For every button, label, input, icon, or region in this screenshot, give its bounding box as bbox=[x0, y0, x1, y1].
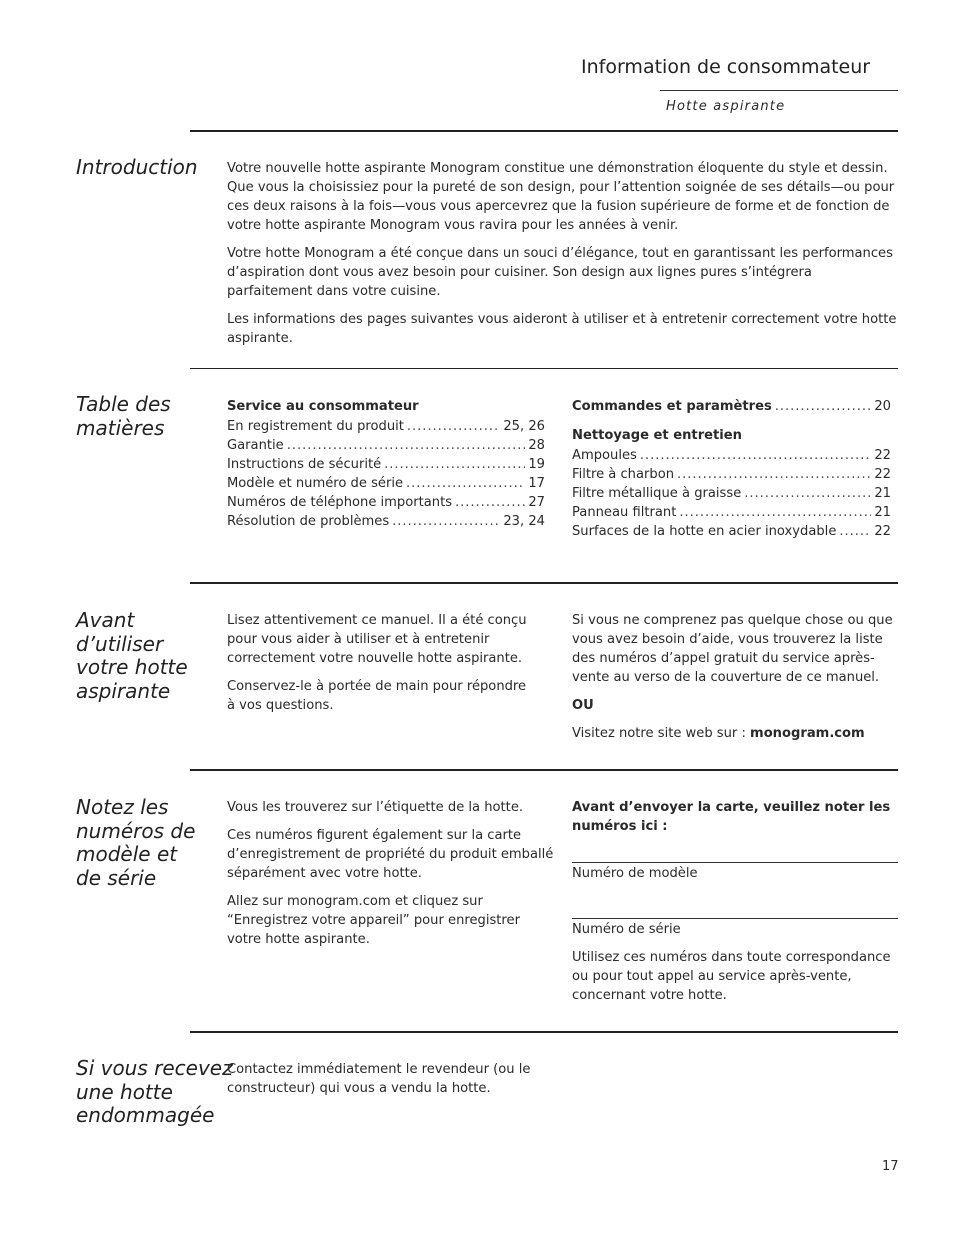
toc-leader-dots bbox=[839, 522, 871, 541]
toc-entry-label: Instructions de sécurité bbox=[227, 457, 382, 472]
toc-leader-dots bbox=[287, 436, 526, 455]
before-use-paragraph: Lisez attentivement ce manuel. Il a été conçu pour vous aider à utiliser et à entretenir correctement votre nouvelle hotte aspirante. bbox=[227, 613, 527, 666]
serial-number-field[interactable] bbox=[572, 918, 898, 919]
toc-entry[interactable] bbox=[227, 455, 545, 474]
toc-entry-page: 17 bbox=[528, 476, 545, 491]
toc-entry-label: Commandes et paramètres bbox=[572, 399, 772, 414]
toc-heading-cleaning: Nettoyage et entretien bbox=[572, 428, 742, 443]
record-numbers-note: Utilisez ces numéros dans toute correspondance ou pour tout appel au service après-vente, concernant votre hotte. bbox=[572, 950, 891, 1003]
toc-heading-service: Service au consommateur bbox=[227, 399, 419, 414]
toc-entry-label: Résolution de problèmes bbox=[227, 514, 390, 529]
section-divider bbox=[190, 368, 898, 369]
or-label: OU bbox=[572, 698, 594, 713]
damaged-body: Contactez immédiatement le revendeur (ou le constructeur) qui vous a vendu la hotte. bbox=[227, 1062, 531, 1096]
website-prefix: Visitez notre site web sur : bbox=[572, 726, 751, 741]
toc-entry[interactable] bbox=[227, 512, 545, 531]
toc-entry[interactable] bbox=[572, 522, 891, 541]
before-use-left bbox=[227, 611, 537, 724]
toc-entry-label: Modèle et numéro de série bbox=[227, 476, 404, 491]
toc-entry-page: 25, 26 bbox=[503, 419, 545, 434]
section-divider bbox=[190, 582, 898, 584]
toc-entry-page: 21 bbox=[874, 486, 891, 501]
toc-entry[interactable] bbox=[572, 397, 891, 416]
page-header-title: Information de consommateur bbox=[581, 56, 871, 78]
toc-leader-dots bbox=[677, 465, 871, 484]
toc-entry-label: Numéros de téléphone importants bbox=[227, 495, 453, 510]
toc-entry-page: 28 bbox=[528, 438, 545, 453]
model-serial-paragraph: Vous les trouverez sur l’étiquette de la hotte. bbox=[227, 800, 524, 815]
section-divider bbox=[190, 130, 898, 132]
toc-entry[interactable] bbox=[227, 417, 545, 436]
before-use-paragraph: Conservez-le à portée de main pour répondre à vos questions. bbox=[227, 679, 527, 713]
website-line bbox=[572, 724, 898, 743]
toc-entry-page: 27 bbox=[528, 495, 545, 510]
toc-leader-dots bbox=[384, 455, 525, 474]
model-serial-paragraph: Ces numéros figurent également sur la carte d’enregistrement de propriété du produit emballé séparément avec votre hotte. bbox=[227, 828, 554, 881]
section-title-toc: Table des matières bbox=[76, 392, 171, 440]
toc-entry-page: 19 bbox=[528, 457, 545, 472]
before-use-right bbox=[572, 611, 898, 752]
toc-leader-dots bbox=[744, 484, 871, 503]
page-number: 17 bbox=[882, 1159, 899, 1174]
introduction-paragraph: Votre nouvelle hotte aspirante Monogram constitue une démonstration éloquente du style et dessin. Que vous la choisissiez pour la pureté de son design, pour l’attention soignée de ses détails—ou pour ces deux raisons à la fois—vous vous apercevrez que la fusion supérieure de forme et de fonction de votre hotte aspirante Monogram vous ravira pour les années à venir. bbox=[227, 161, 895, 233]
serial-number-label: Numéro de série bbox=[572, 922, 681, 937]
introduction-body bbox=[227, 159, 899, 357]
toc-entry[interactable] bbox=[572, 465, 891, 484]
toc-entry-label: Surfaces de la hotte en acier inoxydable bbox=[572, 524, 837, 539]
toc-entry-page: 21 bbox=[874, 505, 891, 520]
toc-entry-label: Ampoules bbox=[572, 448, 637, 463]
introduction-paragraph: Les informations des pages suivantes vous aideront à utiliser et à entretenir correctement votre hotte aspirante. bbox=[227, 312, 897, 346]
introduction-paragraph: Votre hotte Monogram a été conçue dans un souci d’élégance, tout en garantissant les performances d’aspiration dont vous avez besoin pour cuisiner. Son design aux lignes pures s’intégrera parfaitement dans votre cuisine. bbox=[227, 246, 893, 299]
toc-entry-page: 22 bbox=[874, 524, 891, 539]
toc-entry[interactable] bbox=[572, 503, 891, 522]
toc-entry-label: En registrement du produit bbox=[227, 419, 404, 434]
toc-leader-dots bbox=[640, 446, 871, 465]
model-number-field[interactable] bbox=[572, 862, 898, 863]
section-title-introduction: Introduction bbox=[76, 155, 198, 179]
toc-right-column bbox=[572, 397, 891, 541]
help-paragraph: Si vous ne comprenez pas quelque chose ou que vous avez besoin d’aide, vous trouverez la liste des numéros d’appel gratuit du service après-vente au verso de la couverture de ce manuel. bbox=[572, 613, 893, 685]
record-numbers-heading: Avant d’envoyer la carte, veuillez noter les numéros ici : bbox=[572, 800, 891, 834]
toc-leader-dots bbox=[407, 417, 500, 436]
section-divider bbox=[190, 769, 898, 771]
toc-entry[interactable] bbox=[227, 493, 545, 512]
toc-entry[interactable] bbox=[227, 474, 545, 493]
toc-entry-label: Filtre à charbon bbox=[572, 467, 675, 482]
toc-leader-dots bbox=[406, 474, 525, 493]
section-title-model-serial: Notez les numéros de modèle et de série bbox=[76, 795, 196, 890]
toc-leader-dots bbox=[775, 397, 872, 416]
toc-entry[interactable] bbox=[227, 436, 545, 455]
toc-entry-page: 22 bbox=[874, 467, 891, 482]
model-serial-left bbox=[227, 798, 557, 958]
header-divider bbox=[660, 90, 898, 91]
section-divider bbox=[190, 1031, 898, 1033]
toc-leader-dots bbox=[679, 503, 871, 522]
model-number-label: Numéro de modèle bbox=[572, 866, 698, 881]
toc-left-column bbox=[227, 397, 545, 531]
toc-entry[interactable] bbox=[572, 484, 891, 503]
toc-entry-page: 23, 24 bbox=[503, 514, 545, 529]
section-title-damaged: Si vous recevez une hotte endommagée bbox=[76, 1056, 233, 1127]
toc-entry-label: Garantie bbox=[227, 438, 284, 453]
toc-leader-dots bbox=[392, 512, 500, 531]
website-link[interactable]: monogram.com bbox=[750, 726, 865, 741]
toc-leader-dots bbox=[455, 493, 525, 512]
page-header-subtitle: Hotte aspirante bbox=[666, 99, 786, 114]
model-serial-paragraph: Allez sur monogram.com et cliquez sur “Enregistrez votre appareil” pour enregistrer votre hotte aspirante. bbox=[227, 894, 520, 947]
toc-entry-page: 22 bbox=[874, 448, 891, 463]
toc-entry-page: 20 bbox=[874, 399, 891, 414]
section-title-before-use: Avant d’utiliser votre hotte aspirante bbox=[76, 608, 188, 703]
toc-entry[interactable] bbox=[572, 446, 891, 465]
toc-entry-label: Panneau filtrant bbox=[572, 505, 677, 520]
toc-entry-label: Filtre métallique à graisse bbox=[572, 486, 742, 501]
